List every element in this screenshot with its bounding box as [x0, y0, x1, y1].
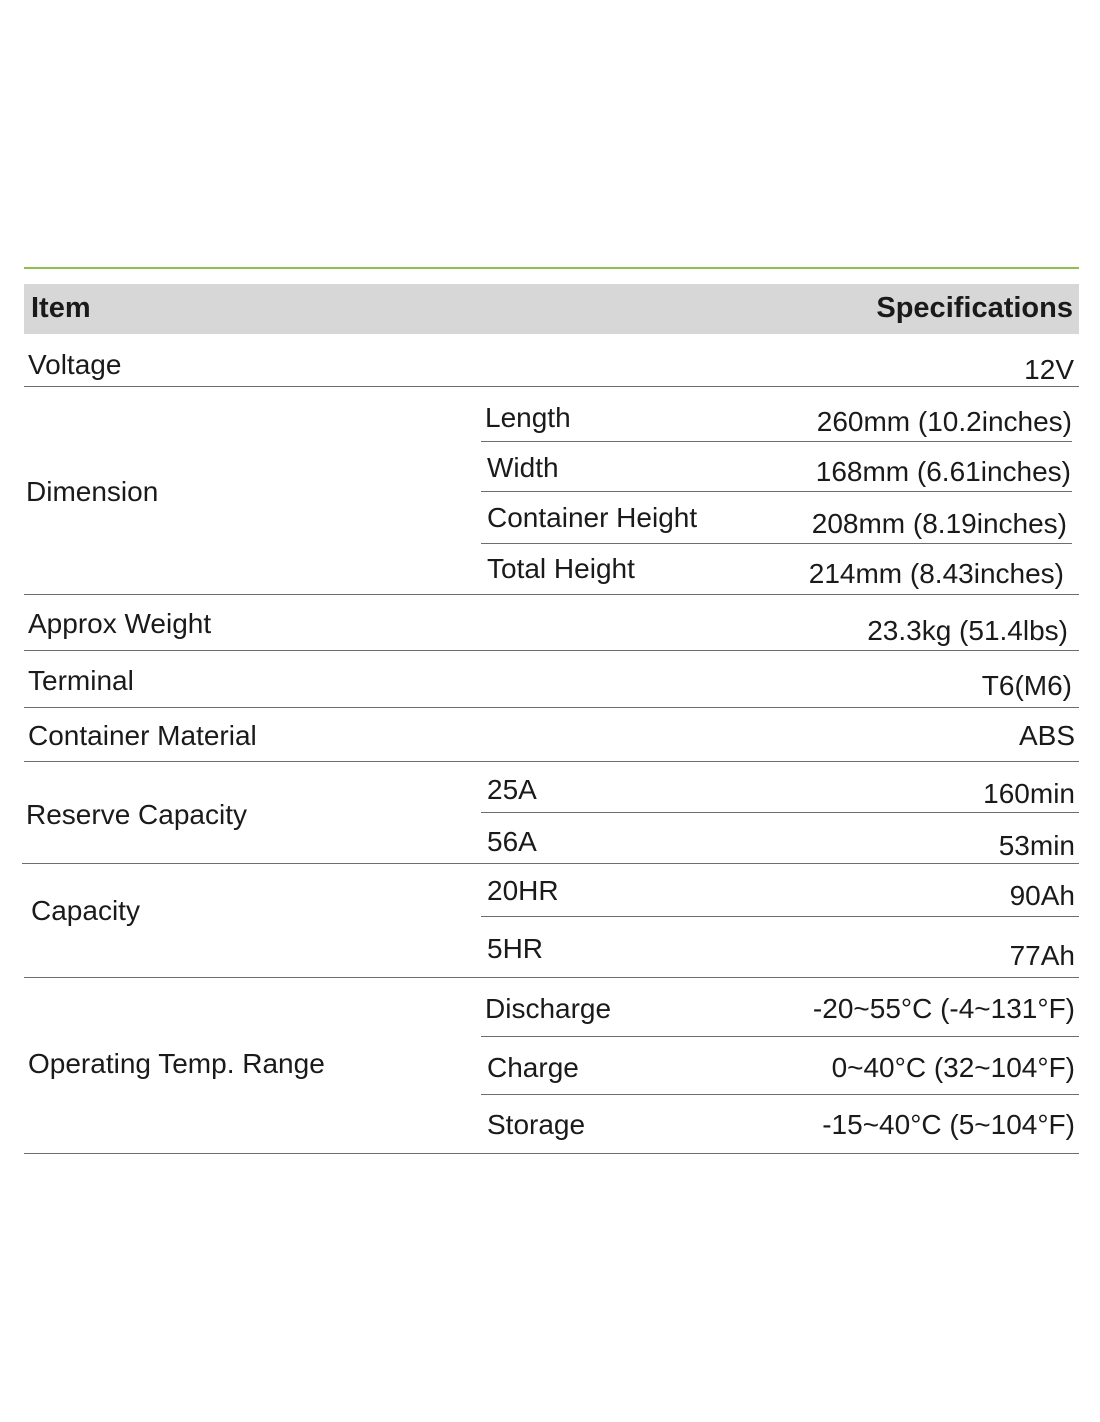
top-accent-rule — [24, 267, 1079, 269]
terminal-label: Terminal — [28, 665, 134, 696]
row-divider — [24, 594, 1079, 595]
row-divider — [24, 650, 1079, 651]
width-label: Width — [487, 452, 559, 483]
sub-row-divider — [481, 543, 1072, 544]
reserve-25a-label: 25A — [487, 774, 537, 805]
length-value: 260mm (10.2inches) — [816, 406, 1072, 437]
capacity-5hr-value: 77Ah — [1009, 940, 1075, 971]
sub-row-divider — [481, 812, 1079, 813]
material-label: Container Material — [28, 720, 257, 751]
temp-discharge-label: Discharge — [485, 993, 612, 1024]
reserve-56a-label: 56A — [487, 826, 537, 857]
sub-row-divider — [481, 916, 1079, 917]
reserve-25a-value: 160min — [983, 778, 1075, 809]
width-value: 168mm (6.61inches) — [815, 456, 1071, 487]
capacity-5hr-label: 5HR — [487, 933, 544, 964]
capacity-label: Capacity — [31, 895, 140, 926]
voltage-value: 12V — [1024, 354, 1074, 385]
material-value: ABS — [1018, 720, 1075, 751]
temp-storage-label: Storage — [487, 1109, 586, 1140]
dimension-label: Dimension — [26, 476, 159, 507]
temp-range-label: Operating Temp. Range — [28, 1048, 325, 1079]
header-specifications: Specifications — [876, 292, 1073, 324]
temp-storage-value: -15~40°C (5~104°F) — [822, 1109, 1075, 1140]
reserve-capacity-label: Reserve Capacity — [26, 799, 247, 830]
sub-row-divider — [481, 1036, 1079, 1037]
sub-row-divider — [481, 1094, 1079, 1095]
terminal-value: T6(M6) — [981, 670, 1072, 701]
row-divider — [24, 386, 1079, 387]
container-height-value: 208mm (8.19inches) — [811, 508, 1067, 539]
sub-row-divider — [481, 441, 1072, 442]
row-divider — [22, 863, 1079, 864]
weight-value: 23.3kg (51.4lbs) — [867, 615, 1068, 646]
temp-charge-value: 0~40°C (32~104°F) — [831, 1052, 1075, 1083]
row-divider — [24, 707, 1079, 708]
table-header — [24, 284, 1079, 334]
capacity-20hr-label: 20HR — [487, 875, 559, 906]
row-divider — [24, 977, 1079, 978]
total-height-value: 214mm (8.43inches) — [808, 558, 1064, 589]
header-item: Item — [31, 292, 91, 324]
row-divider — [24, 1153, 1079, 1154]
capacity-20hr-value: 90Ah — [1009, 880, 1075, 911]
row-divider — [24, 761, 1079, 762]
total-height-label: Total Height — [487, 553, 635, 584]
reserve-56a-value: 53min — [998, 830, 1075, 861]
length-label: Length — [485, 402, 571, 433]
temp-charge-label: Charge — [487, 1052, 579, 1083]
voltage-label: Voltage — [28, 349, 122, 380]
weight-label: Approx Weight — [28, 608, 212, 639]
container-height-label: Container Height — [487, 502, 698, 533]
sub-row-divider — [481, 491, 1072, 492]
temp-discharge-value: -20~55°C (-4~131°F) — [812, 993, 1075, 1024]
